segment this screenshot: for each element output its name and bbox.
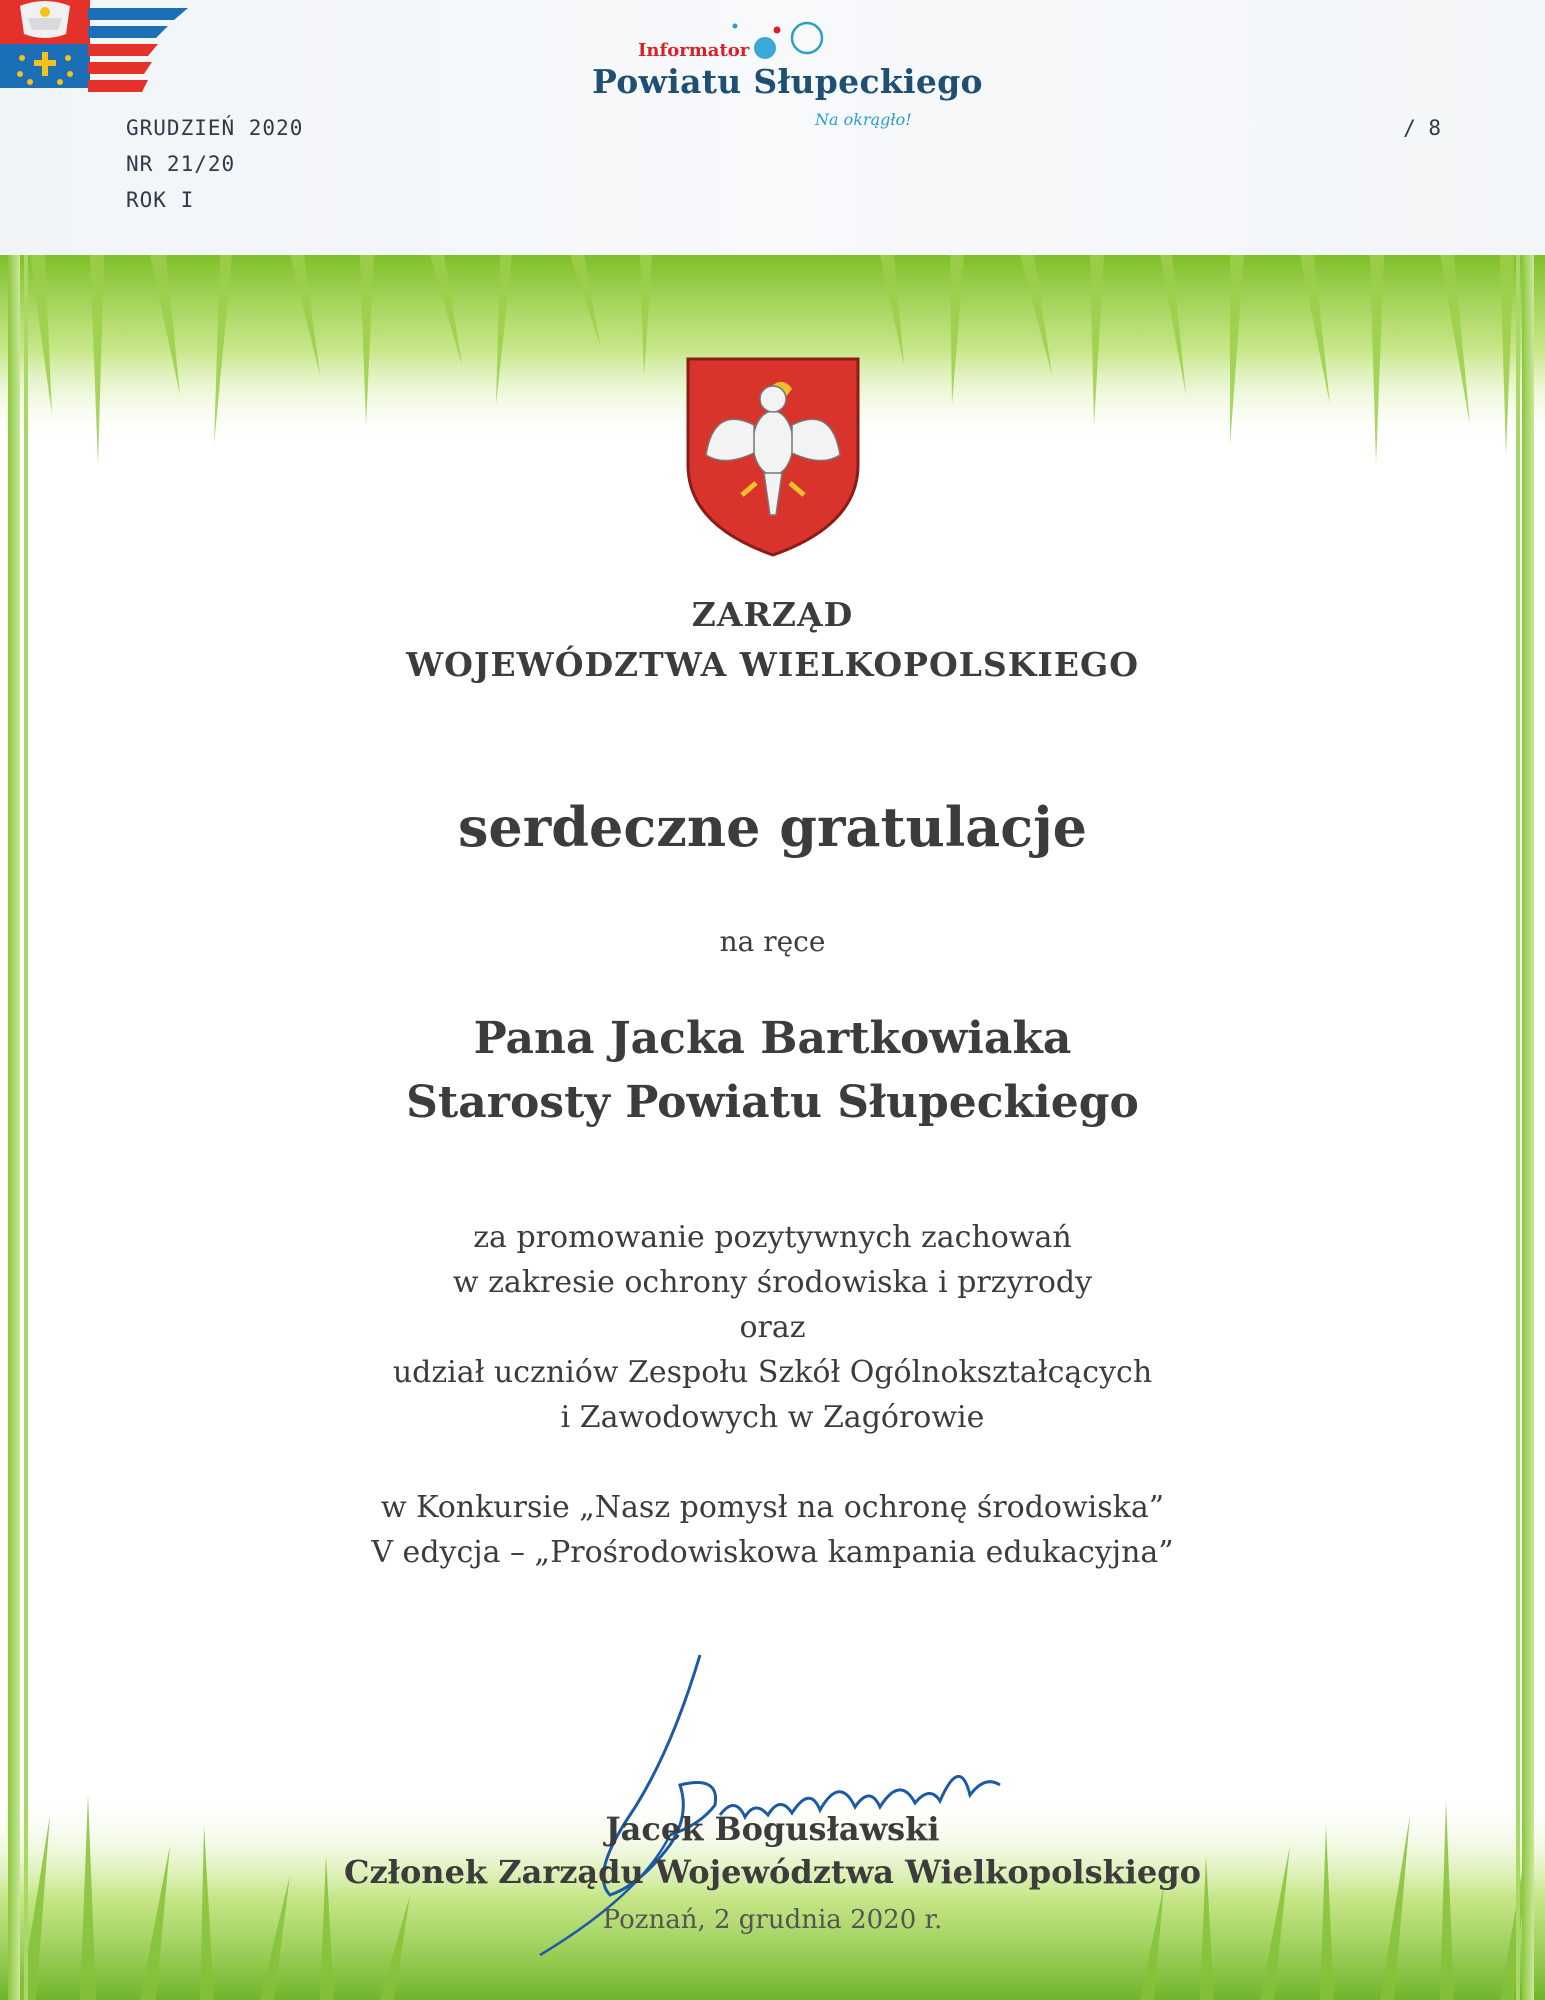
- organization-line-1: ZARZĄD: [691, 595, 854, 634]
- contest-line: V edycja – „Prośrodowiskowa kampania edukacyjna”: [371, 1535, 1174, 1570]
- reason-line: za promowanie pozytywnych zachowań: [473, 1220, 1072, 1255]
- newsletter-header: [0, 0, 1545, 255]
- organization-line-2: WOJEWÓDZTWA WIELKOPOLSKIEGO: [406, 645, 1139, 684]
- logo-informator-text: Informator: [638, 40, 750, 61]
- certificate-document: [0, 255, 1545, 2000]
- issue-number: NR 21/20: [126, 152, 236, 176]
- recipient-name: Pana Jacka Bartkowiaka: [473, 1013, 1072, 1064]
- congratulations-heading: serdeczne gratulacje: [458, 795, 1087, 859]
- signatory-name: Jacek Bogusławski: [605, 1810, 940, 1848]
- signatory-title: Członek Zarządu Województwa Wielkopolskiego: [344, 1853, 1201, 1891]
- flag-stripes-icon: [88, 8, 198, 92]
- reason-line: i Zawodowych w Zagórowie: [560, 1400, 985, 1435]
- county-coat-of-arms-icon: [0, 0, 90, 88]
- reason-line: udział uczniów Zespołu Szkół Ogólnokształcących: [392, 1355, 1153, 1390]
- reason-line: w zakresie ochrony środowiska i przyrody: [452, 1265, 1093, 1300]
- page-number: / 8: [1403, 116, 1441, 140]
- issue-month: GRUDZIEŃ 2020: [126, 116, 304, 140]
- recipient-title: Starosty Powiatu Słupeckiego: [406, 1077, 1139, 1128]
- logo-title: Powiatu Słupeckiego: [592, 62, 983, 101]
- logo-tagline: Na okrągło!: [815, 110, 912, 129]
- place-and-date: Poznań, 2 grudnia 2020 r.: [602, 1905, 943, 1935]
- issue-year: ROK I: [126, 188, 195, 212]
- wielkopolska-coat-of-arms-icon: [684, 355, 862, 560]
- reason-line: oraz: [739, 1310, 806, 1345]
- to-hands-text: na ręce: [719, 925, 826, 958]
- contest-line: w Konkursie „Nasz pomysł na ochronę środowiska”: [380, 1490, 1165, 1525]
